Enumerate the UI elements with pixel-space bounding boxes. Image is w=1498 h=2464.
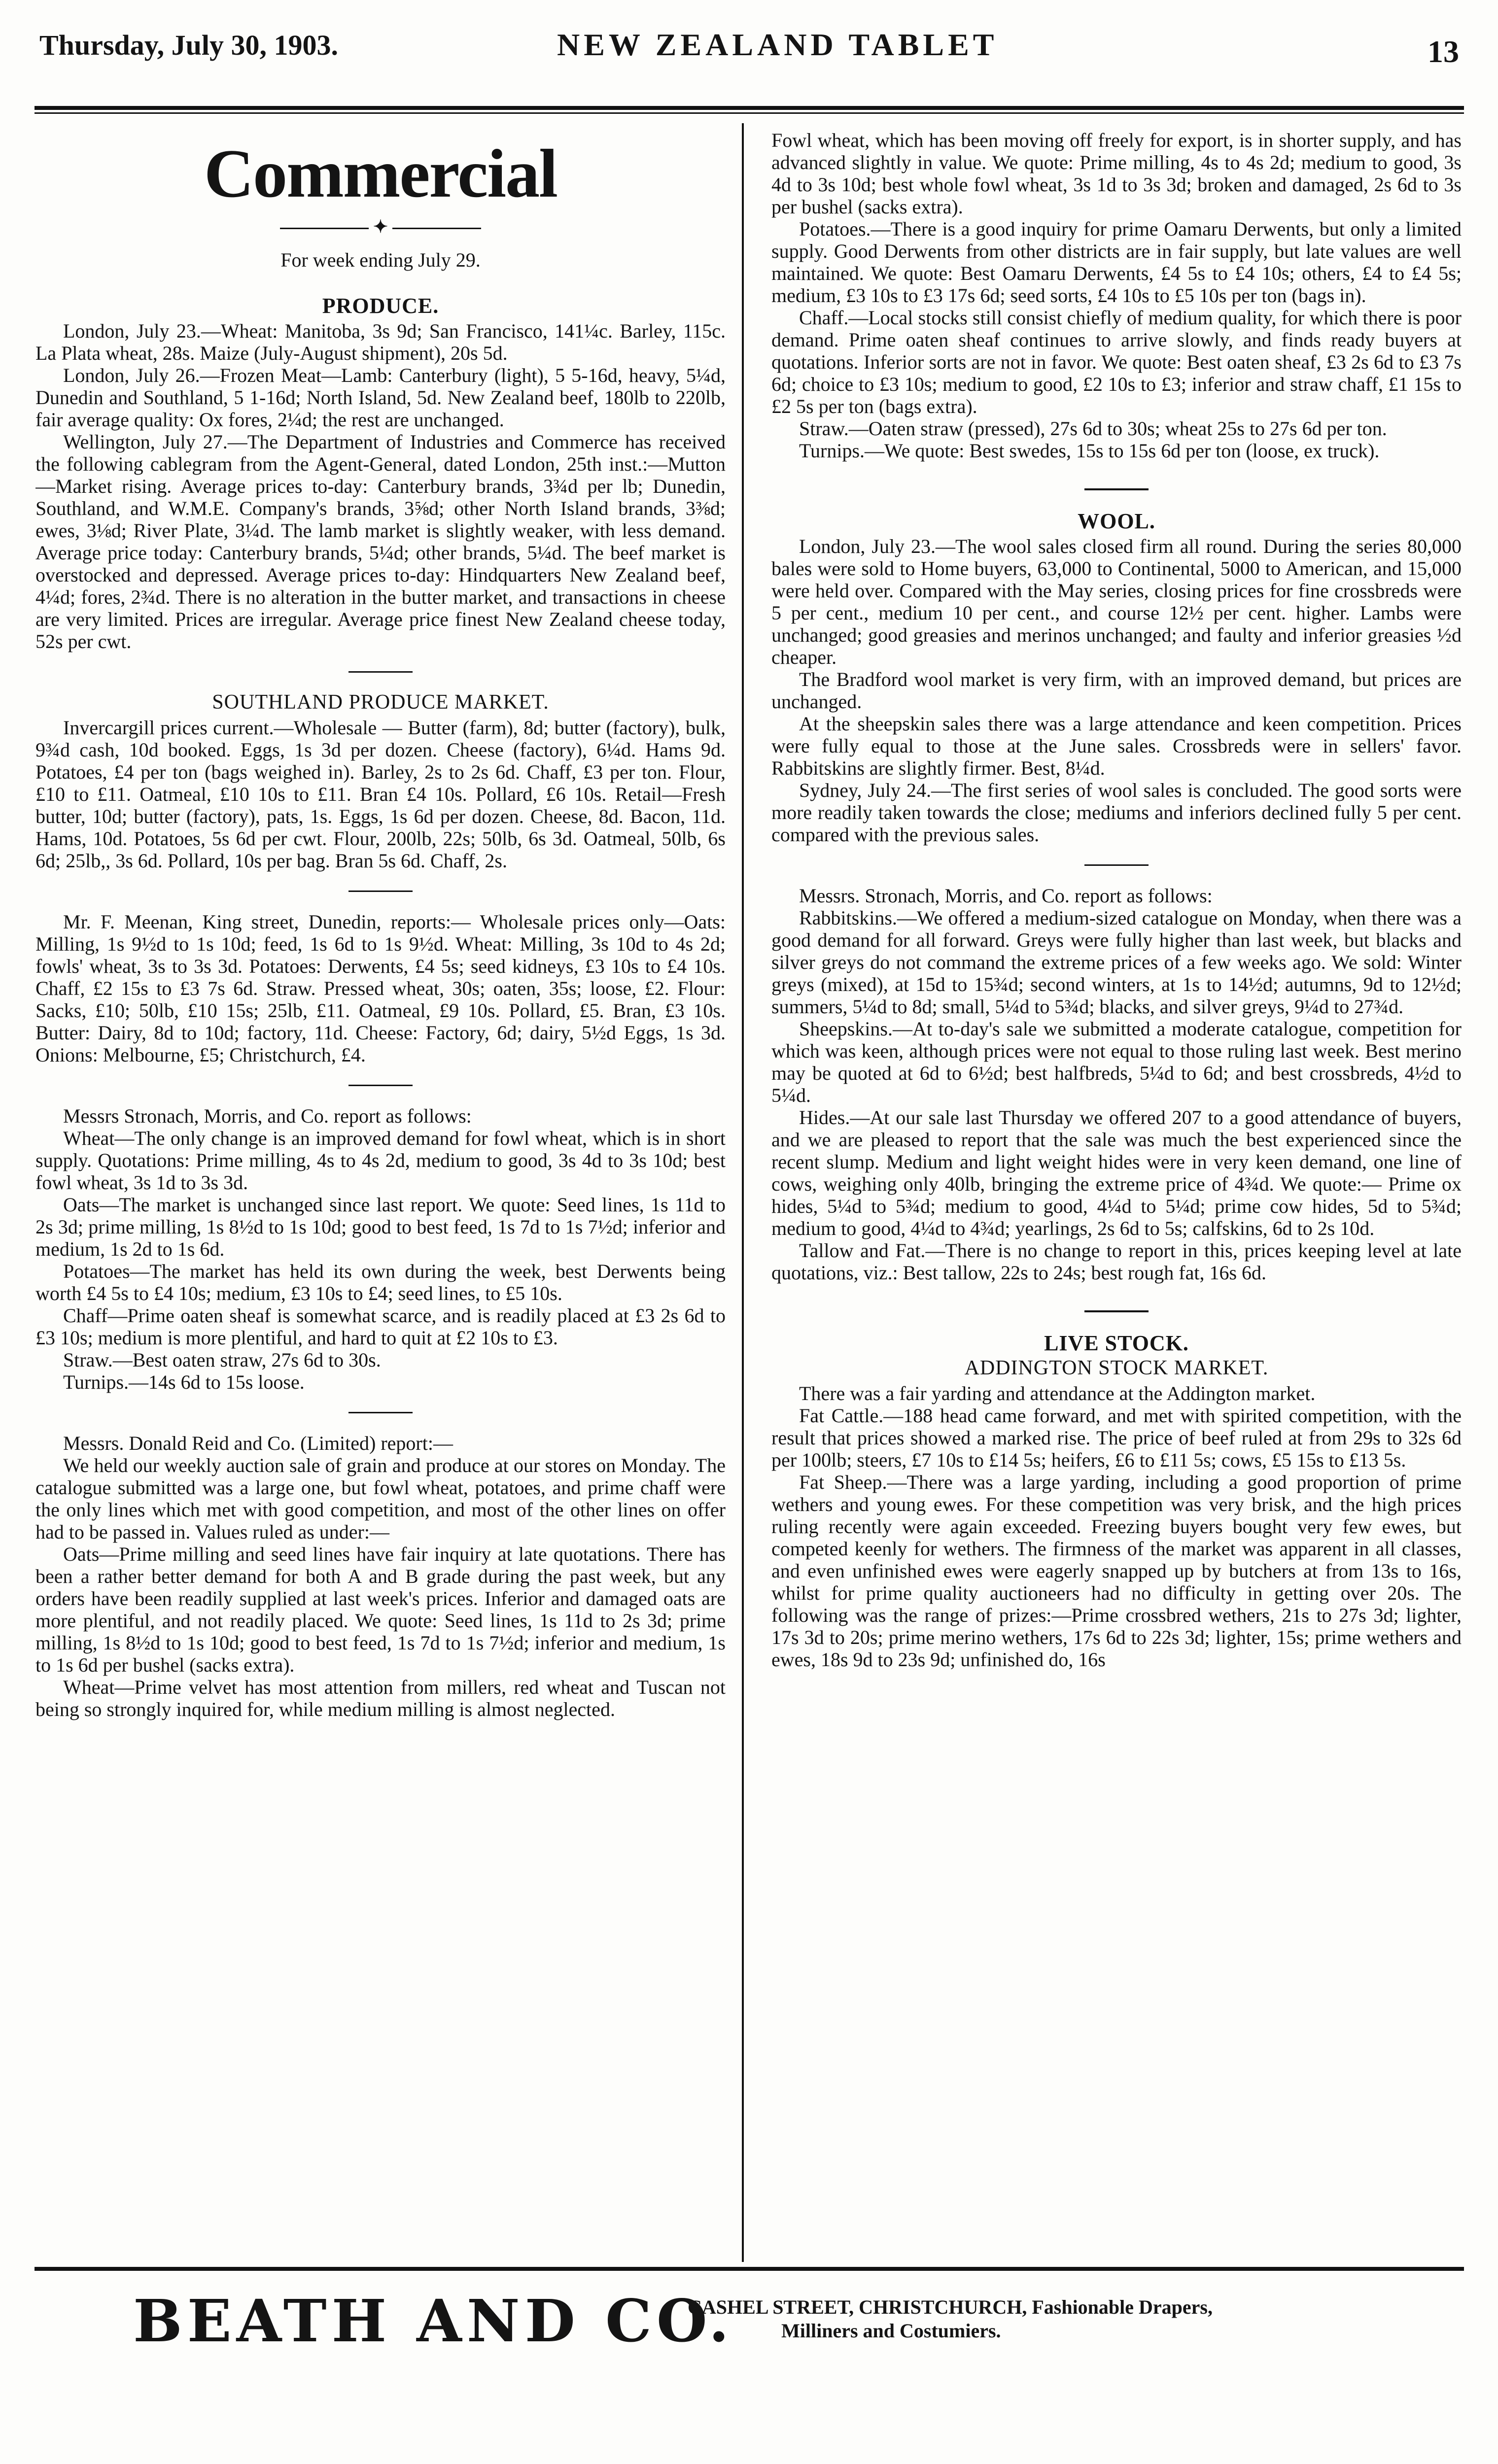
article-paragraph: Wheat—The only change is an improved demand for fowl wheat, which is in short supply. Quotations: Prime milling, 4s to 4s 2d, medium to good, 3s 4d to 3s 10d; best fowl wheat, 3s 1d to 3s 3d. [35, 1127, 726, 1194]
article-paragraph: Invercargill prices current.—Wholesale — Butter (farm), 8d; butter (factory), bulk, 9¾d cash, 10d booked. Eggs, 1s 3d per dozen. Cheese (factory), 6¼d. Hams 9d. Potatoes, £4 per ton (bags weighed in). Barley, 2s to 2s 6d. Chaff, £3 per ton. Flour, £10 to £11. Oatmeal, £10 10s to £11. Bran £4 10s. Pollard, £6 10s. Retail—Fresh butter, 10d; butter (factory), pats, 1s. Eggs, 1s 6d per dozen. Cheese, 8d. Bacon, 11d. Hams, 10d. Potatoes, 5s 6d per cwt. Flour, 200lb, 22s; 50lb, 6s 3d. Oatmeal, 50lb, 6s 6d; 25lb,, 3s 6d. Pollard, 10s per bag. Bran 5s 6d. Chaff, 2s. [35, 717, 726, 872]
section-subtitle: For week ending July 29. [280, 249, 481, 271]
page-number: 13 [1428, 34, 1459, 69]
article-paragraph: Sheepskins.—At to-day's sale we submitted a moderate catalogue, competition for which was keen, although prices were not equal to those ruling last week. Best merino may be quoted at 6d to 6½d; best halfbreds, 5¼d to 6d; and best crossbreds, 4½d to 5¼d. [771, 1018, 1462, 1106]
separator [348, 890, 413, 892]
article-paragraph: Oats—The market is unchanged since last report. We quote: Seed lines, 1s 11d to 2s 3d; prime milling, 1s 8½d to 1s 10d; good to best feed, 1s 7d to 1s 7½d; inferior and medium, 1s 2d to 1s 6d. [35, 1194, 726, 1260]
separator [1084, 864, 1149, 866]
ornament-icon: ✦ [373, 217, 388, 237]
title-ornament [35, 216, 726, 238]
right-column [771, 129, 1462, 2258]
advertiser-name: BEATH AND CO. [133, 2287, 734, 2355]
article-paragraph: London, July 26.—Frozen Meat—Lamb: Canterbury (light), 5 5-16d, heavy, 5¼d, Dunedin and Southland, 5 1-16d; North Island, 5d. New Zealand beef, 180lb to 220lb, fair average quality: Ox fores, 2¼d; the rest are unchanged. [35, 364, 726, 431]
page-header [35, 24, 1464, 98]
masthead-title: NEW ZEALAND TABLET [557, 27, 998, 62]
produce-heading: PRODUCE. [322, 294, 439, 318]
article-paragraph: Mr. F. Meenan, King street, Dunedin, reports:— Wholesale prices only—Oats: Milling, 1s 9½d to 1s 10d; feed, 1s 6d to 1s 9½d. Wheat: Milling, 3s 10d to 4s 2d; fowls' wheat, 3s to 3s 3d. Potatoes: Derwents, £4 5s; seed kidneys, £3 10s to £4 10s. Chaff, £2 15s to £3 7s 6d. Straw. Pressed wheat, 30s; oaten, 35s; loose, £2. Flour: Sacks, £10; 50lb, £10 15s; 25lb, £11. Oatmeal, £9 10s. Pollard, £5. Bran, £3 10s. Butter: Dairy, 8d to 10d; factory, 11d. Cheese: Factory, 6d; dairy, 5½d Eggs, 1s 3d. Onions: Melbourne, £5; Christchurch, £4. [35, 911, 726, 1066]
article-paragraph: Tallow and Fat.—There is no change to report in this, prices keeping level at late quotations, viz.: Best tallow, 22s to 24s; best rough fat, 16s 6d. [771, 1239, 1462, 1284]
address-line: CASHEL STREET, CHRISTCHURCH, Fashionable Drapers, [688, 2296, 1213, 2318]
addington-heading: ADDINGTON STOCK MARKET. [964, 1357, 1269, 1379]
article-paragraph: Straw.—Best oaten straw, 27s 6d to 30s. [63, 1349, 381, 1371]
separator [348, 1085, 413, 1086]
article-paragraph: Fowl wheat, which has been moving off freely for export, is in shorter supply, and has advanced slightly in value. We quote: Prime milling, 4s to 4s 2d; medium to good, 3s 4d to 3s 10d; best whole fowl wheat, 3s 1d to 3s 3d; broken and damaged, 2s 6d to 3s per bushel (sacks extra). [771, 129, 1462, 218]
article-paragraph: Rabbitskins.—We offered a medium-sized catalogue on Monday, when there was a good demand for all forward. Greys were fully higher than last week, but blacks and silver greys do not command the extreme prices of a few weeks ago. We sold: Winter greys (mixed), at 15d to 15¾d; second winters, at 1s to 14½d; autumns, 9d to 12½d; summers, 5¼d to 8d; small, 5¼d to 5¾d; blacks, and silver greys, 9¼d to 27¾d. [771, 907, 1462, 1018]
separator [1084, 1310, 1149, 1312]
address-line: Milliners and Costumiers. [781, 2320, 1001, 2342]
issue-date: Thursday, July 30, 1903. [39, 29, 338, 61]
article-paragraph: Potatoes—The market has held its own during the week, best Derwents being worth £4 5s to £4 10s; medium, £3 10s to £4; seed lines, to £5 10s. [35, 1260, 726, 1304]
article-paragraph: Hides.—At our sale last Thursday we offered 207 to a good attendance of buyers, and we are pleased to report that the sale was much the best experienced since the recent slump. Medium and light weight hides were in very keen demand, one line of cows, weighing only 40lb, bringing the extreme price of 4¾d. We quote:— Prime ox hides, 5¼d to 5¾d; medium to good, 4¼d to 5¼d; prime cow hides, 5d to 5¾d; medium to good, 4¼d to 4¾d; yearlings, 2s 6d to 5s; calfskins, 6d to 2s 10d. [771, 1106, 1462, 1239]
article-paragraph: Chaff.—Local stocks still consist chiefly of medium quality, for which there is poor demand. Prime oaten sheaf continues to arrive slowly, and finds ready buyers at quotations. Inferior sorts are not in favor. We quote: Best oaten sheaf, £3 2s 6d to £3 7s 6d; choice to £3 10s; medium to good, £2 10s to £3; inferior and straw chaff, £1 15s to £2 5s per ton (bags extra). [771, 307, 1462, 417]
article-paragraph: The Bradford wool market is very firm, with an improved demand, but prices are unchanged. [771, 668, 1462, 713]
southland-heading: SOUTHLAND PRODUCE MARKET. [212, 691, 549, 714]
article-paragraph: Straw.—Oaten straw (pressed), 27s 6d to 30s; wheat 25s to 27s 6d per ton. [799, 417, 1387, 440]
article-paragraph: There was a fair yarding and attendance at the Addington market. [799, 1382, 1316, 1404]
article-paragraph: At the sheepskin sales there was a large attendance and keen competition. Prices were fully equal to those at the June sales. Crossbreds were in sellers' favor. Rabbitskins are slightly firmer. Best, 8¼d. [771, 713, 1462, 779]
page-footer [35, 2287, 1464, 2415]
article-paragraph: Turnips.—14s 6d to 15s loose. [63, 1371, 305, 1393]
wool-heading: WOOL. [1078, 509, 1155, 533]
left-column [35, 128, 726, 2257]
header-rule-thin [35, 112, 1464, 114]
article-paragraph: Sydney, July 24.—The first series of wool sales is concluded. The good sorts were more readily taken towards the close; mediums and inferiors declined fully 5 per cent. compared with the previous sales. [771, 779, 1462, 846]
article-paragraph: London, July 23.—The wool sales closed firm all round. During the series 80,000 bales were sold to Home buyers, 63,000 to Continental, 5000 to American, and 15,000 were held over. Compared with the May series, closing prices for fine crossbreds were 5 per cent., medium 10 per cent., and course 12½ per cent. higher. Lambs were unchanged; good greasies and merinos unchanged; and faulty and inferior greasies ½d cheaper. [771, 535, 1462, 668]
article-paragraph: Fat Sheep.—There was a large yarding, including a good proportion of prime wethers and young ewes. For these competition was very brisk, and the high prices ruling recently were again exceeded. Freezing buyers bought very few ewes, but competed keenly for wethers. The firmness of the market was apparent in all classes, and even unfinished ewes were eagerly snapped up by butchers at from 13s to 16s, whilst for prime quality auctioneers had no difficulty in getting over 20s. The following was the range of prizes:—Prime crossbred wethers, 21s to 27s 3d; lighter, 17s 3d to 20s; prime merino wethers, 17s 6d to 22s 3d; lighter, 15s; prime wethers and ewes, 18s 9d to 23s 9d; unfinished do, 16s [771, 1471, 1462, 1671]
article-paragraph: Turnips.—We quote: Best swedes, 15s to 15s 6d per ton (loose, ex truck). [799, 440, 1380, 462]
article-paragraph: Messrs. Stronach, Morris, and Co. report as follows: [799, 885, 1213, 907]
article-paragraph: Wheat—Prime velvet has most attention from millers, red wheat and Tuscan not being so strongly inquired for, while medium milling is almost neglected. [35, 1676, 726, 1720]
advertiser-address [688, 2295, 1427, 2343]
article-paragraph: London, July 23.—Wheat: Manitoba, 3s 9d; San Francisco, 141¼c. Barley, 115c. La Plata wheat, 28s. Maize (July-August shipment), 20s 5d. [35, 320, 726, 364]
column-divider [742, 123, 744, 2262]
article-paragraph: Fat Cattle.—188 head came forward, and met with spirited competition, with the result that prices showed a marked rise. The price of beef ruled at from 29s to 32s 6d per 100lb; steers, £7 10s to £14 5s; heifers, £6 to £11 5s; cows, £5 15s to £13 5s. [771, 1404, 1462, 1471]
header-rule [35, 106, 1464, 110]
article-paragraph: Potatoes.—There is a good inquiry for prime Oamaru Derwents, but only a limited supply. Good Derwents from other districts are in fair supply, but late values are well maintained. We quote: Best Oamaru Derwents, £4 5s to £4 10s; others, £4 to £4 5s; medium, £3 10s to £3 17s 6d; seed sorts, £4 10s to £5 10s per ton (bags in). [771, 218, 1462, 307]
article-paragraph: Wellington, July 27.—The Department of Industries and Commerce has received the following cablegram from the Agent-General, dated London, 25th inst.:—Mutton—Market rising. Average prices to-day: Canterbury brands, 3¾d per lb; Dunedin, Southland, and W.M.E. Company's brands, 3⅝d; other North Island brands, 3⅜d; ewes, 3⅛d; River Plate, 3¼d. The lamb market is slightly weaker, with less demand. Average price today: Canterbury brands, 5¼d; other brands, 5¼d. The beef market is overstocked and depressed. Average prices to-day: Hindquarters New Zealand beef, 4¼d; fores, 2¾d. There is no alteration in the butter market, and transactions in cheese are very limited. Prices are irregular. Average price finest New Zealand cheese today, 52s per cwt. [35, 431, 726, 652]
article-paragraph: Messrs Stronach, Morris, and Co. report as follows: [63, 1105, 472, 1127]
article-paragraph: Oats—Prime milling and seed lines have fair inquiry at late quotations. There has been a rather better demand for both A and B grade during the past week, but any orders have been readily supplied at last week's prices. Inferior and damaged oats are more plentiful, and not readily placed. We quote: Seed lines, 1s 11d to 2s 3d; prime milling, 1s 8½d to 1s 10d; good to best feed, 1s 7d to 1s 7½d; inferior and medium, 1s to 1s 6d per bushel (sacks extra). [35, 1543, 726, 1676]
article-paragraph: We held our weekly auction sale of grain and produce at our stores on Monday. The catalogue submitted was a large one, but fowl wheat, potatoes, and prime chaff were the only lines which met with good competition, and most of the other lines on offer had to be passed in. Values ruled as under:— [35, 1454, 726, 1543]
separator [1084, 488, 1149, 490]
article-paragraph: Messrs. Donald Reid and Co. (Limited) report:— [63, 1432, 453, 1454]
article-paragraph: Chaff—Prime oaten sheaf is somewhat scarce, and is readily placed at £3 2s 6d to £3 10s; medium is more plentiful, and hard to quit at £2 10s to £3. [35, 1304, 726, 1349]
separator [348, 671, 413, 673]
livestock-heading: LIVE STOCK. [1044, 1331, 1189, 1355]
separator [348, 1412, 413, 1413]
section-title: Commercial [204, 136, 557, 212]
footer-rule [35, 2267, 1464, 2271]
